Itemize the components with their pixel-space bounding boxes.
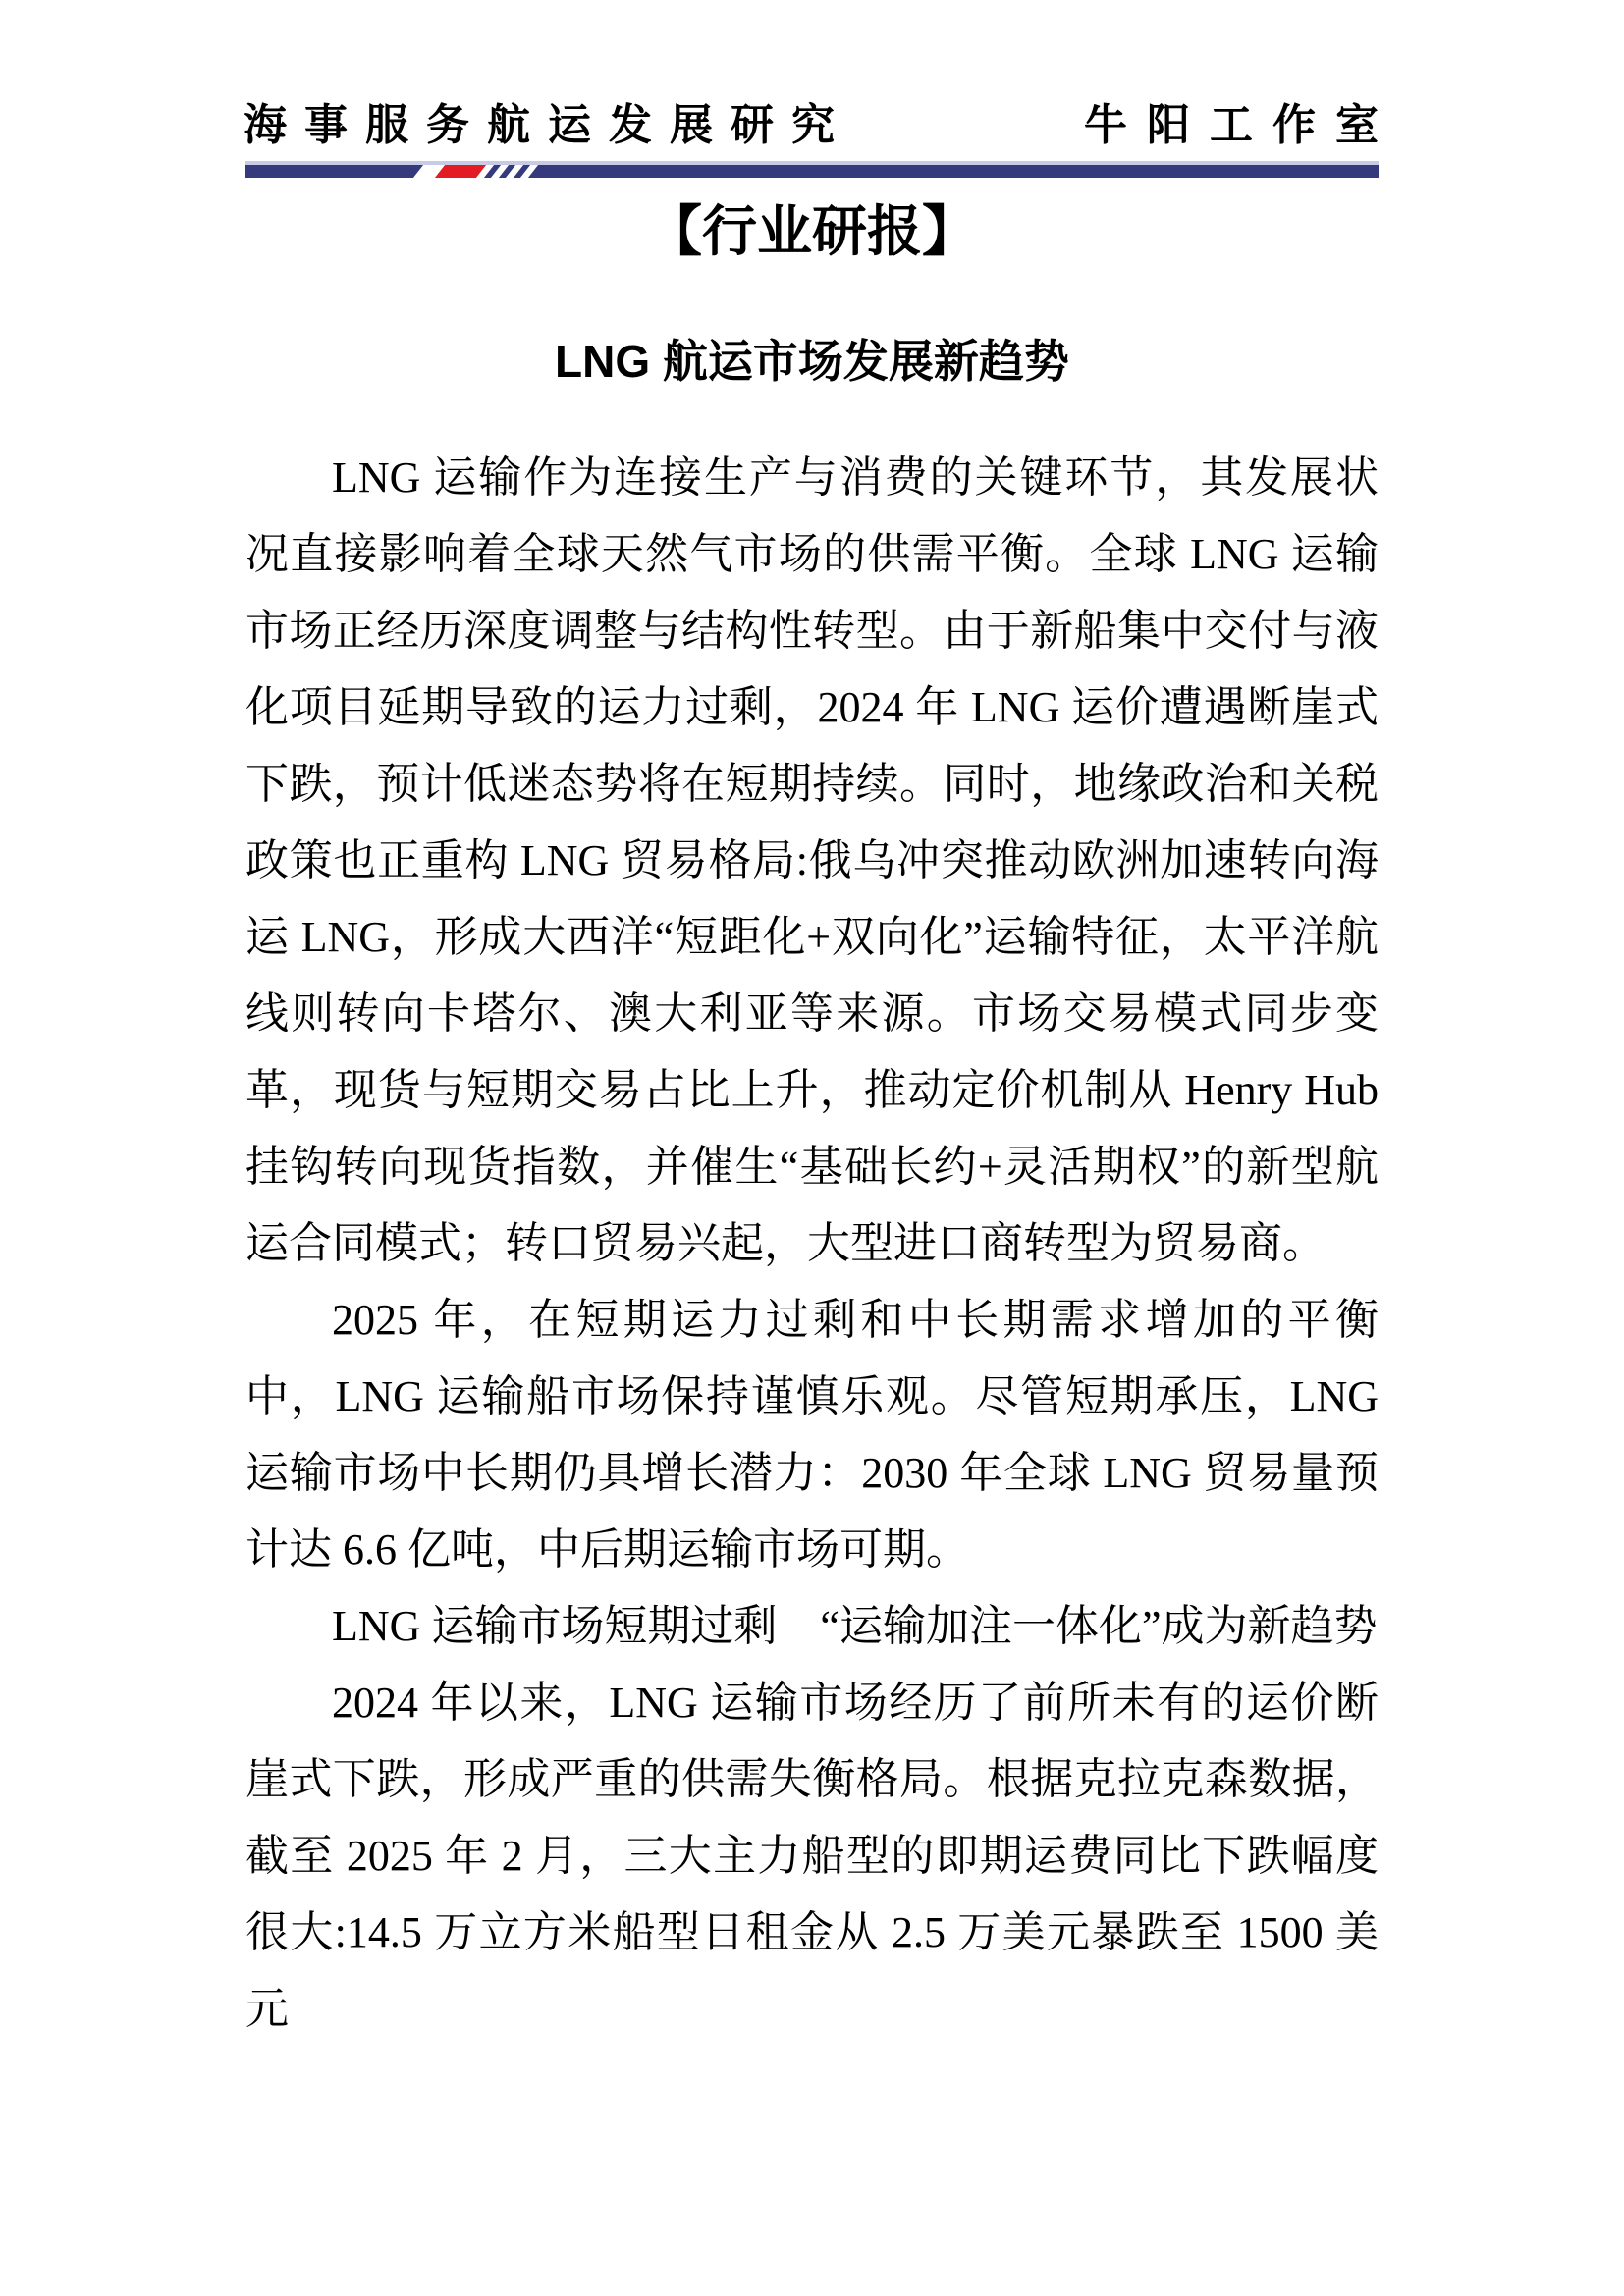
body-paragraph-2: 2025 年，在短期运力过剩和中长期需求增加的平衡中，LNG 运输船市场保持谨慎乐观。尽管短期承压，LNG 运输市场中长期仍具增长潜力：2030 年全球 LNG 贸易量预计达 6.6 亿吨，中后期运输市场可期。 <box>245 1296 1379 1574</box>
body-paragraph-1: LNG 运输作为连接生产与消费的关键环节，其发展状况直接影响着全球天然气市场的供需平衡。全球 LNG 运输市场正经历深度调整与结构性转型。由于新船集中交付与液化项目延期导致的运力过剩，2024 年 LNG 运价遭遇断崖式下跌，预计低迷态势将在短期持续。同时，地缘政治和关税政策也正重构 LNG 贸易格局:俄乌冲突推动欧洲加速转向海运 LNG，形成大西洋“短距化+双向化”运输特征，太平洋航线则转向卡塔尔、澳大利亚等来源。市场交易模式同步变革，现货与短期交易占比上升，推动定价机制从 Henry Hub 挂钩转向现货指数，并催生“基础长约+灵活期权”的新型航运合同模式；转口贸易兴起，大型进口商转型为贸易商。 <box>245 454 1379 1267</box>
report-title: 【行业研报】 <box>647 200 977 262</box>
divider-navy-bar <box>245 165 1379 178</box>
section-heading: LNG 运输市场短期过剩 “运输加注一体化”成为新趋势 <box>332 1602 1378 1650</box>
page-header <box>244 98 1398 153</box>
report-subtitle: LNG 航运市场发展新趋势 <box>555 336 1069 387</box>
body-paragraph-3: 2024 年以来，LNG 运输市场经历了前所未有的运价断崖式下跌，形成严重的供需失衡格局。根据克拉克森数据，截至 2025 年 2 月，三大主力船型的即期运费同比下跌幅度很大:14.5 万立方米船型日租金从 2.5 万美元暴跌至 1500 美元 <box>245 1679 1379 2033</box>
header-divider-bar <box>245 161 1379 178</box>
header-right-title: 牛阳工作室 <box>1084 101 1398 149</box>
header-left-title: 海事服务航运发展研究 <box>244 101 852 149</box>
document-body <box>245 440 1379 2048</box>
